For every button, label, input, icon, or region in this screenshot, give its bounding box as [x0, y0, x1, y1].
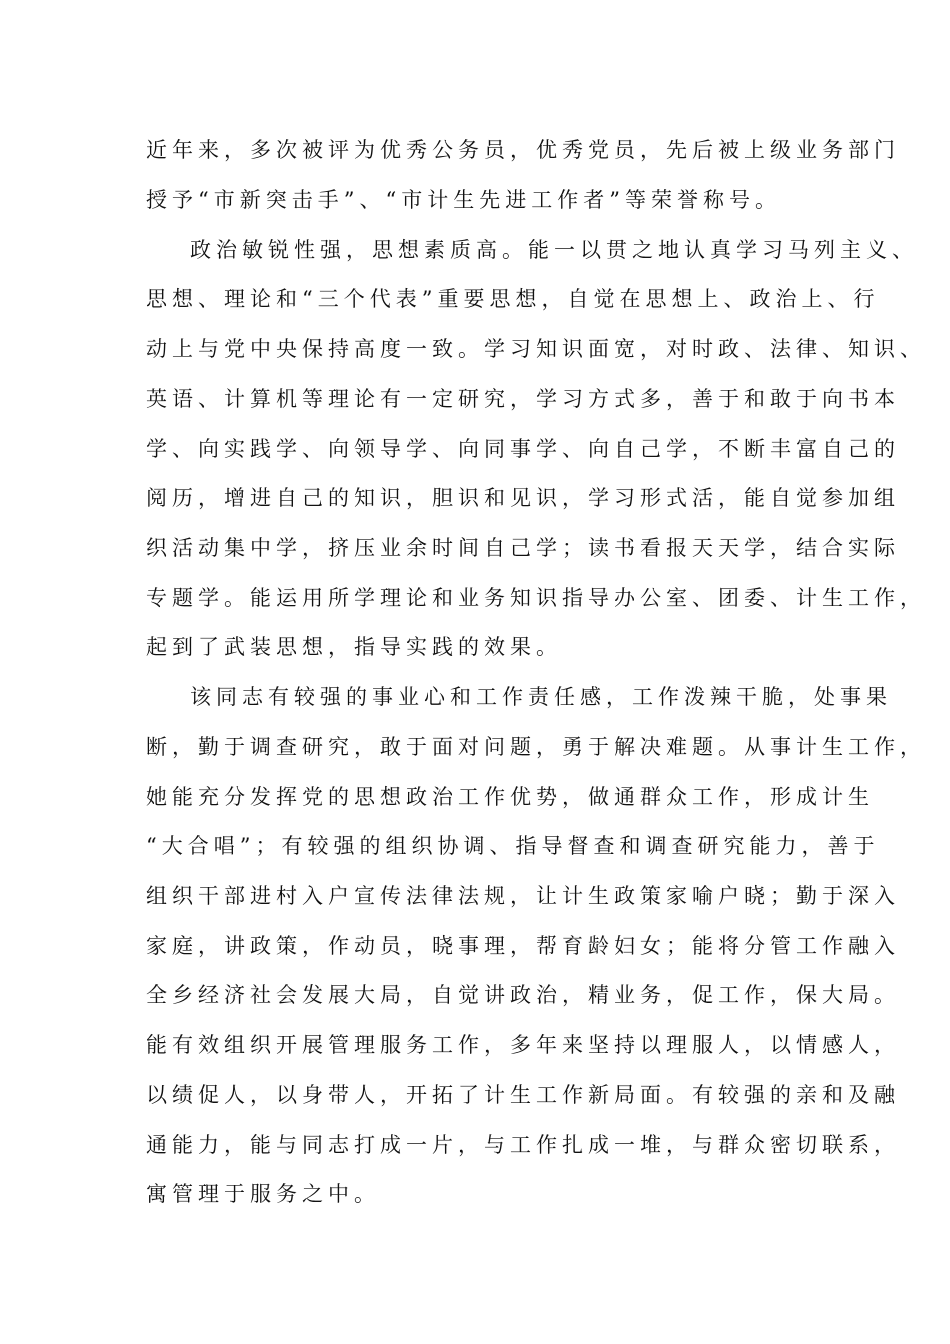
text-line: 组织干部进村入户宣传法律法规，让计生政策家喻户晓；勤于深入 — [146, 884, 900, 908]
text-line: 授予“市新突击手”、“市计生先进工作者”等荣誉称号。 — [146, 188, 781, 212]
text-line: 起到了武装思想，指导实践的效果。 — [146, 635, 562, 659]
text-line: 阅历，增进自己的知识，胆识和见识，学习形式活，能自觉参加组 — [146, 486, 900, 510]
text-line: 她能充分发挥党的思想政治工作优势，做通群众工作，形成计生 — [146, 785, 874, 809]
paragraph-first-line: 该同志有较强的事业心和工作责任感，工作泼辣干脆，处事果 — [190, 685, 892, 709]
text-line: 英语、计算机等理论有一定研究，学习方式多，善于和敢于向书本 — [146, 387, 900, 411]
text-line: 近年来，多次被评为优秀公务员，优秀党员，先后被上级业务部门 — [146, 138, 900, 162]
text-line: 家庭，讲政策，作动员，晓事理，帮育龄妇女；能将分管工作融入 — [146, 934, 900, 958]
text-line: “大合唱”；有较强的组织协调、指导督查和调查研究能力，善于 — [146, 834, 880, 858]
text-line: 通能力，能与同志打成一片，与工作扎成一堆，与群众密切联系， — [146, 1133, 900, 1157]
text-line: 织活动集中学，挤压业余时间自己学；读书看报天天学，结合实际 — [146, 536, 900, 560]
text-line: 学、向实践学、向领导学、向同事学、向自己学，不断丰富自己的 — [146, 437, 900, 461]
text-line: 专题学。能运用所学理论和业务知识指导办公室、团委、计生工作， — [146, 586, 926, 610]
text-line: 全乡经济社会发展大局，自觉讲政治，精业务，促工作，保大局。 — [146, 983, 900, 1007]
text-line: 以绩促人，以身带人，开拓了计生工作新局面。有较强的亲和及融 — [146, 1083, 900, 1107]
paragraph-first-line: 政治敏锐性强，思想素质高。能一以贯之地认真学习马列主义、 — [190, 238, 918, 262]
text-line: 断，勤于调查研究，敢于面对问题，勇于解决难题。从事计生工作， — [146, 735, 926, 759]
text-line: 思想、理论和“三个代表”重要思想，自觉在思想上、政治上、行 — [146, 287, 880, 311]
text-line: 能有效组织开展管理服务工作，多年来坚持以理服人，以情感人， — [146, 1033, 900, 1057]
text-line: 动上与党中央保持高度一致。学习知识面宽，对时政、法律、知识、 — [146, 337, 926, 361]
text-line: 寓管理于服务之中。 — [146, 1182, 380, 1206]
